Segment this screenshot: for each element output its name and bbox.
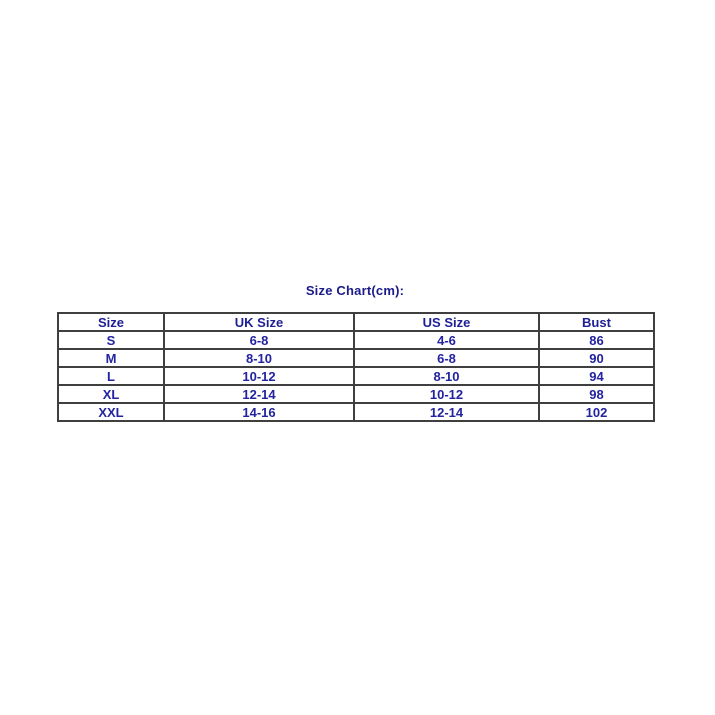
header-cell-us-size: US Size xyxy=(354,313,539,331)
cell-us-size: 6-8 xyxy=(354,349,539,367)
cell-size: XXL xyxy=(58,403,164,421)
cell-bust: 94 xyxy=(539,367,654,385)
cell-uk-size: 12-14 xyxy=(164,385,354,403)
page-title: Size Chart(cm): xyxy=(305,283,405,298)
table-row-s xyxy=(58,331,654,349)
size-chart-block xyxy=(57,283,653,422)
cell-uk-size: 10-12 xyxy=(164,367,354,385)
table-row-m xyxy=(58,349,654,367)
cell-uk-size: 8-10 xyxy=(164,349,354,367)
table-row-xxl xyxy=(58,403,654,421)
table-header-row xyxy=(58,313,654,331)
cell-us-size: 12-14 xyxy=(354,403,539,421)
cell-us-size: 8-10 xyxy=(354,367,539,385)
table-row-l xyxy=(58,367,654,385)
size-chart-table xyxy=(57,312,655,422)
cell-us-size: 10-12 xyxy=(354,385,539,403)
cell-bust: 102 xyxy=(539,403,654,421)
cell-size: S xyxy=(58,331,164,349)
header-cell-uk-size: UK Size xyxy=(164,313,354,331)
cell-uk-size: 14-16 xyxy=(164,403,354,421)
cell-size: XL xyxy=(58,385,164,403)
cell-bust: 90 xyxy=(539,349,654,367)
cell-bust: 86 xyxy=(539,331,654,349)
cell-size: L xyxy=(58,367,164,385)
cell-bust: 98 xyxy=(539,385,654,403)
header-cell-size: Size xyxy=(58,313,164,331)
cell-size: M xyxy=(58,349,164,367)
cell-us-size: 4-6 xyxy=(354,331,539,349)
table-row-xl xyxy=(58,385,654,403)
cell-uk-size: 6-8 xyxy=(164,331,354,349)
header-cell-bust: Bust xyxy=(539,313,654,331)
